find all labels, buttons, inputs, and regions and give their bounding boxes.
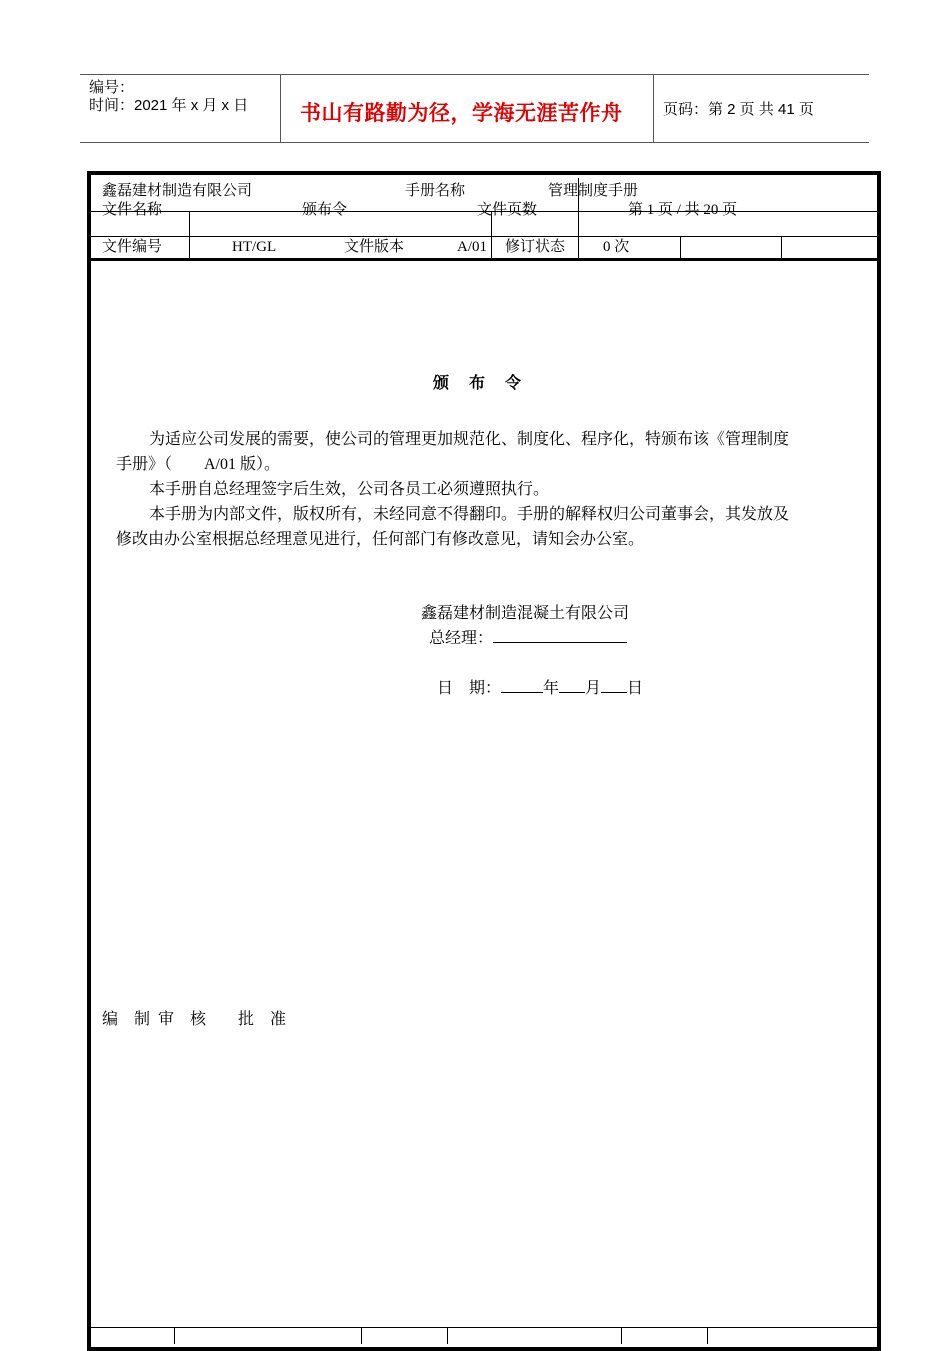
revision-label: 修订状态 [505, 239, 566, 255]
document-time-label: 时间：2021 年 x 月 x 日 [89, 97, 249, 114]
table-rule-bottom [91, 258, 877, 261]
general-manager-line [429, 626, 627, 651]
paragraph-3-line-1: 本手册为内部文件，版权所有，未经同意不得翻印。手册的解释权归公司董事会，其发放及 [149, 506, 790, 523]
file-no-value: HT/GL [232, 239, 277, 255]
table-col-a [189, 211, 190, 258]
document-number-label: 编号： [89, 79, 135, 96]
header-slogan: 书山有路勤为径，学海无涯苦作舟 [300, 102, 623, 125]
day-blank[interactable] [601, 676, 627, 693]
paragraph-2: 本手册自总经理签字后生效，公司各员工必须遵照执行。 [149, 481, 550, 498]
file-no-label: 文件编号 [102, 239, 163, 255]
header-bottom-rule [80, 142, 869, 143]
document-title: 颁布令 [433, 375, 542, 392]
header-top-rule [80, 74, 869, 75]
manual-name-label: 手册名称 [405, 183, 466, 199]
company-name-cell: 鑫磊建材制造有限公司 [102, 183, 253, 199]
file-name-label: 文件名称 [102, 202, 163, 218]
bottom-table-top-rule [91, 1327, 877, 1328]
page-counter: 页码：第 2 页 共 41 页 [663, 101, 814, 118]
revision-value: 0 次 [603, 239, 630, 255]
bottom-table-col-5 [707, 1327, 708, 1344]
signature-company: 鑫磊建材制造混凝土有限公司 [421, 605, 630, 622]
day-label: 日 [627, 680, 644, 697]
file-pages-label: 文件页数 [477, 202, 538, 218]
month-blank[interactable] [559, 676, 585, 693]
paragraph-3-line-2: 修改由办公室根据总经理意见进行，任何部门有修改意见，请知会办公室。 [116, 531, 645, 548]
general-manager-signature-blank[interactable] [493, 626, 627, 643]
table-col-d [680, 236, 681, 258]
general-manager-label: 总经理： [429, 630, 494, 647]
header-divider-left [280, 74, 281, 142]
year-blank[interactable] [501, 676, 543, 693]
year-label: 年 [543, 680, 560, 697]
file-name-value: 颁布令 [302, 202, 348, 218]
bottom-table-col-3 [447, 1327, 448, 1344]
bottom-table-col-1 [174, 1327, 175, 1344]
table-col-e [781, 236, 782, 258]
manual-name-value: 管理制度手册 [548, 183, 639, 199]
bottom-table-col-4 [621, 1327, 622, 1344]
date-label: 日 期： [437, 680, 502, 697]
file-pages-value: 第 1 页 / 共 20 页 [628, 202, 738, 218]
month-label: 月 [585, 680, 602, 697]
header-divider-right [653, 74, 654, 142]
paragraph-1-line-1: 为适应公司发展的需要，使公司的管理更加规范化、制度化、程序化，特颁布该《管理制度 [149, 431, 790, 448]
paragraph-1-line-2: 手册》（ A/01 版）。 [116, 456, 281, 473]
file-version-label: 文件版本 [344, 239, 405, 255]
table-rule-row2 [91, 236, 877, 237]
file-version-value: A/01 [457, 239, 487, 255]
bottom-table-col-2 [361, 1327, 362, 1344]
document-frame [87, 171, 881, 1351]
date-line [429, 651, 643, 701]
approval-roles: 编 制 审 核 批 准 [102, 1011, 287, 1028]
